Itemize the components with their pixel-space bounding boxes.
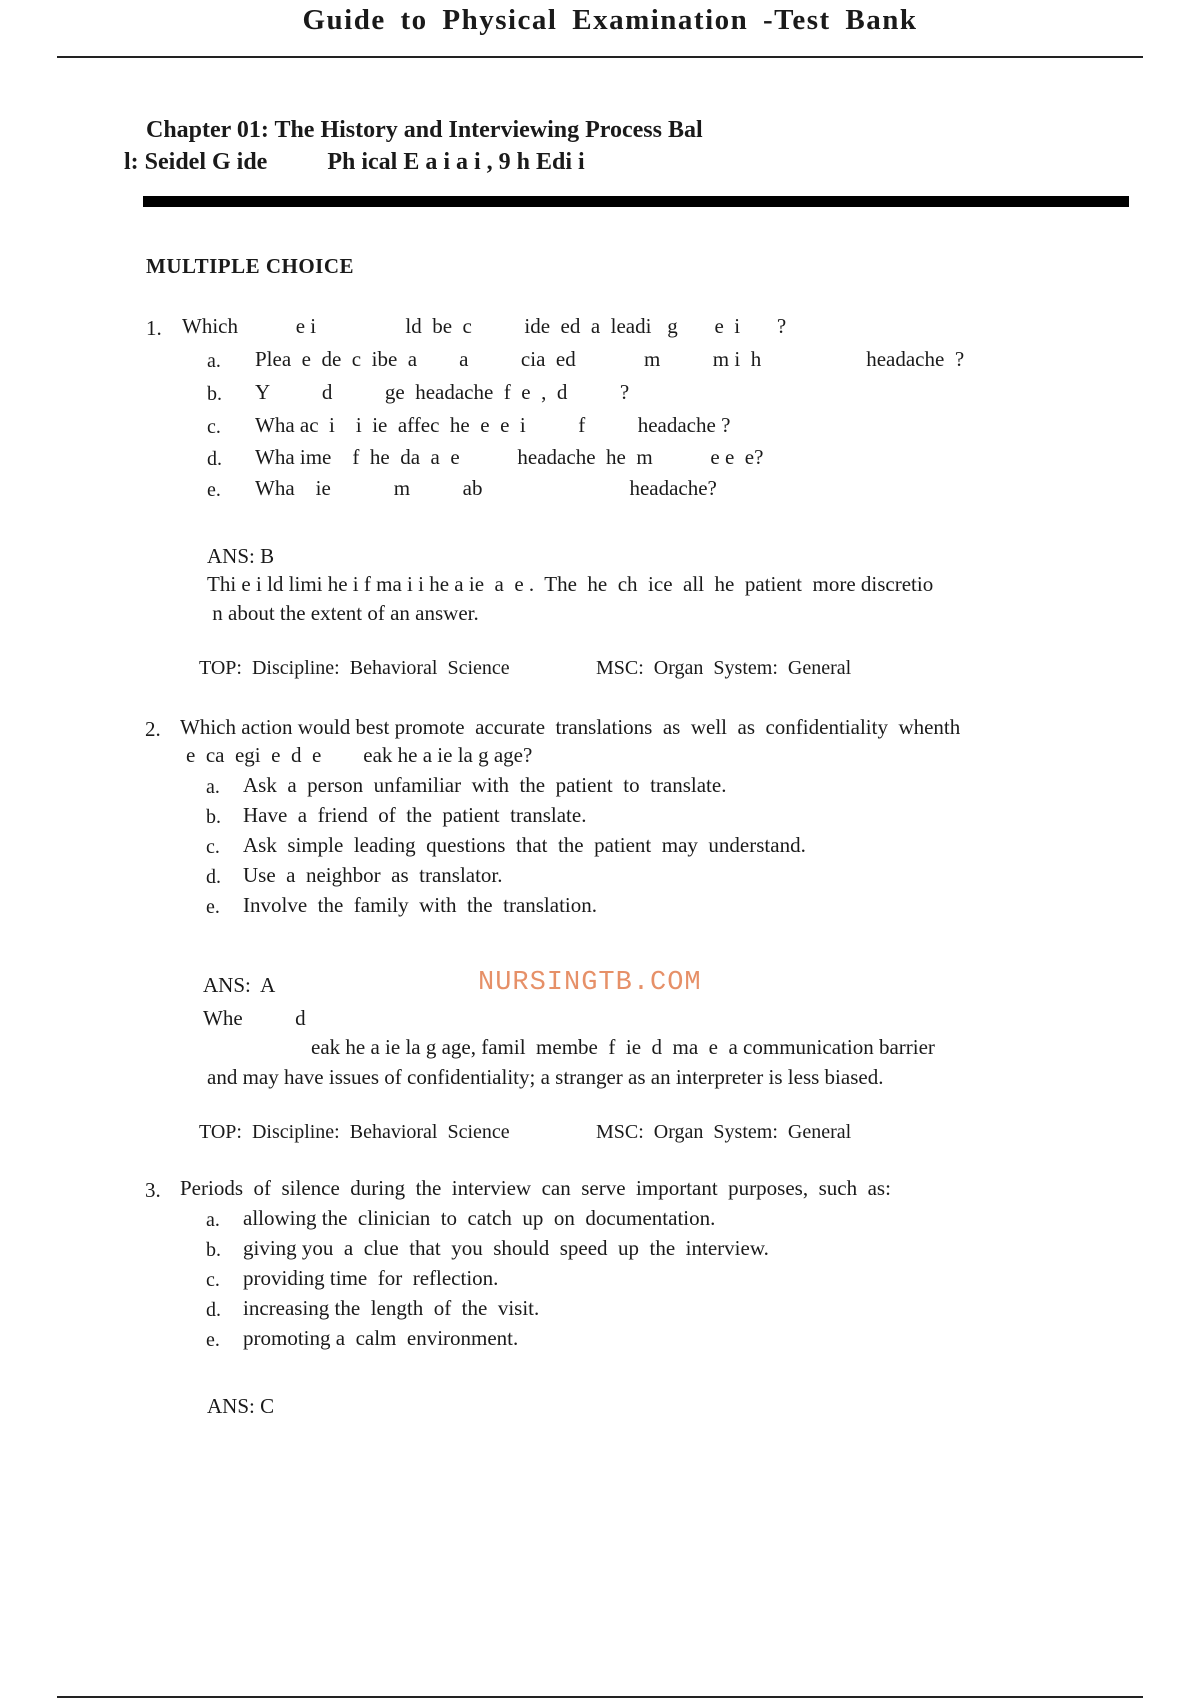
rationale-line: Thi e i ld limi he i f ma i i he a ie a e . The he ch ice all he patient more discretio [207,572,934,596]
option-text: Involve the family with the translation. [243,893,598,917]
option-letter: d. [207,448,222,470]
option-text: Wha ac i i ie affec he e e i f headache ? [255,413,731,437]
option-text: Wha ime f he da a e headache he m e e e? [255,445,764,469]
option-letter: d. [206,1299,221,1321]
header-rule [57,56,1143,58]
option-letter: a. [206,776,220,798]
option-text: Use a neighbor as translator. [243,863,503,887]
msc-tag: MSC: Organ System: General [596,657,852,679]
option-letter: b. [207,383,222,405]
chapter-title-line-1: Chapter 01: The History and Interviewing Process Bal [146,117,703,143]
option-text: Wha ie m ab headache? [255,476,717,500]
option-letter: e. [207,479,221,501]
topic-tag: TOP: Discipline: Behavioral Science [199,657,510,679]
option-text: allowing the clinician to catch up on documentation. [243,1206,716,1230]
option-letter: b. [206,806,221,828]
msc-tag: MSC: Organ System: General [596,1121,852,1143]
option-letter: a. [207,350,221,372]
answer-key: ANS: B [207,544,275,568]
question-stem: e ca egi e d e eak he a ie la g age? [186,743,533,767]
question-number: 2. [145,717,161,741]
answer-key: ANS: C [207,1394,275,1418]
question-stem: Periods of silence during the interview can serve important purposes, such as: [180,1176,891,1200]
question-number: 1. [146,316,162,340]
option-letter: c. [206,836,220,858]
page-header-title: Guide to Physical Examination -Test Bank [302,4,918,36]
option-letter: d. [206,866,221,888]
rationale-line: and may have issues of confidentiality; a stranger as an interpreter is less biased. [207,1065,884,1089]
option-letter: a. [206,1209,220,1231]
option-text: Y d ge headache f e , d ? [255,380,630,404]
option-text: giving you a clue that you should speed up the interview. [243,1236,769,1260]
option-text: Ask simple leading questions that the patient may understand. [243,833,806,857]
footer-rule [57,1696,1143,1698]
question-stem: Which action would best promote accurate translations as well as confidentiality whenth [180,715,961,739]
rationale-line: eak he a ie la g age, famil membe f ie d ma e a communication barrier [311,1035,935,1059]
option-text: Ask a person unfamiliar with the patient to translate. [243,773,727,797]
option-text: promoting a calm environment. [243,1326,519,1350]
chapter-divider [143,196,1129,207]
answer-key: ANS: A [203,973,276,997]
option-text: providing time for reflection. [243,1266,499,1290]
rationale-line: Whe d [203,1006,306,1030]
option-text: increasing the length of the visit. [243,1296,540,1320]
option-letter: b. [206,1239,221,1261]
question-stem: Which e i ld be c ide ed a leadi g e i ? [182,314,787,338]
option-letter: c. [207,416,221,438]
option-text: Have a friend of the patient translate. [243,803,587,827]
section-heading: MULTIPLE CHOICE [146,254,355,278]
watermark-text: NURSINGTB.COM [478,968,702,998]
option-letter: c. [206,1269,220,1291]
question-number: 3. [145,1178,161,1202]
option-letter: e. [206,896,220,918]
chapter-title-line-2: l: Seidel G ide Ph ical E a i a i , 9 h Edi i [124,149,585,175]
rationale-line: n about the extent of an answer. [207,601,479,625]
option-letter: e. [206,1329,220,1351]
topic-tag: TOP: Discipline: Behavioral Science [199,1121,510,1143]
option-text: Plea e de c ibe a a cia ed m m i h headache ? [255,347,965,371]
